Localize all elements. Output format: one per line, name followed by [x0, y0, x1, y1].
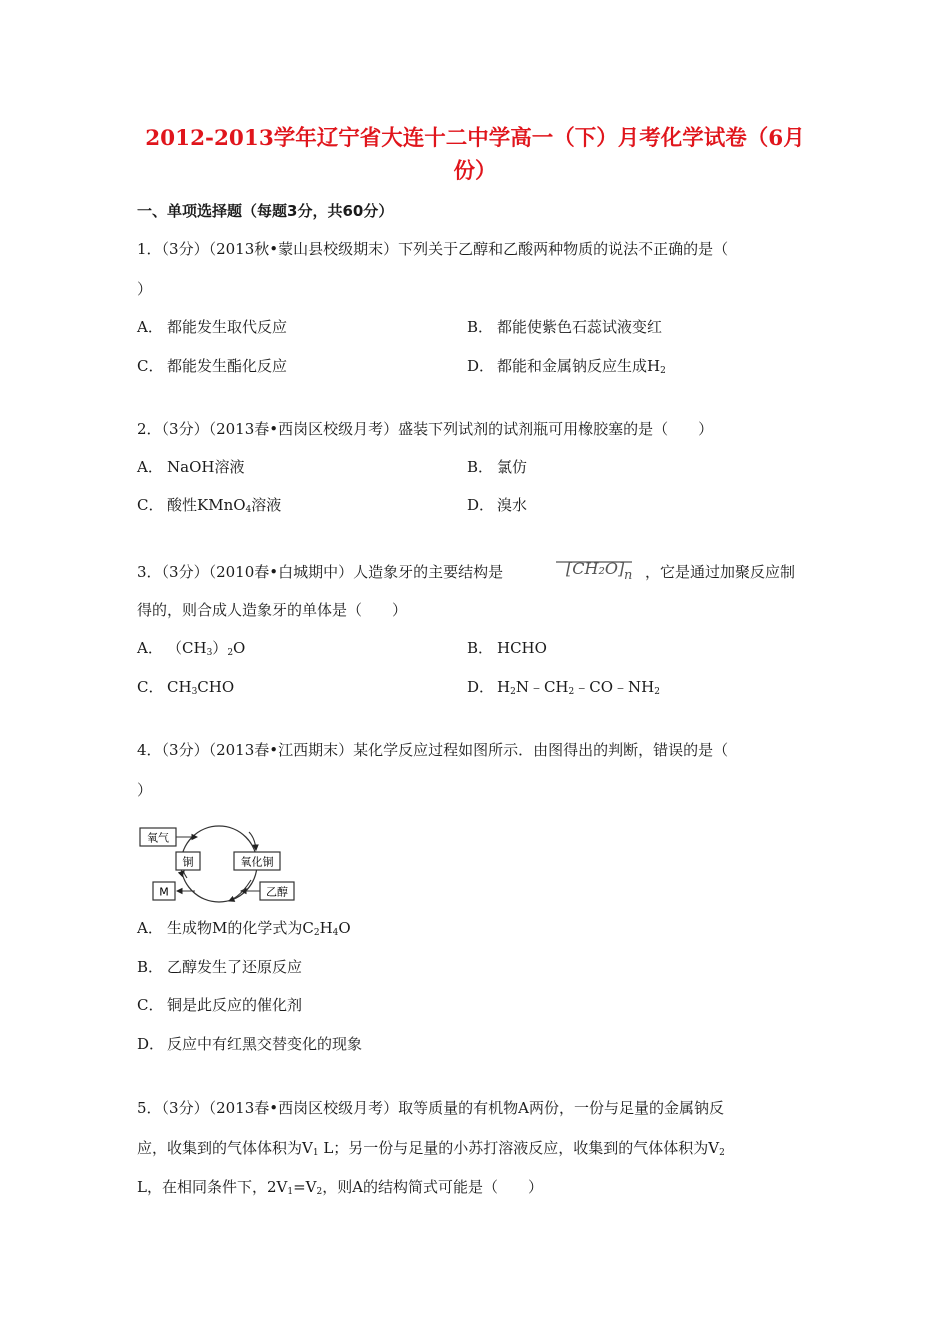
- diagram-copper-oxide-label: 氧化铜: [240, 855, 274, 869]
- q4-stem-line-1: 4．（3分）（2013春•江西期末）某化学反应过程如图所示．由图得出的判断，错误的是（: [137, 741, 729, 759]
- q2-option-d: D． 溴水: [467, 496, 528, 514]
- q1-stem-line-1: 1．（3分）（2013秋•蒙山县校级期末）下列关于乙醇和乙酸两种物质的说法不正确的是（: [137, 240, 729, 258]
- diagram-ethanol-label: 乙醇: [266, 885, 288, 899]
- q1-option-b: B． 都能使紫色石蕊试液变红: [467, 318, 663, 336]
- q3-stem-line-2: 得的，则合成人造象牙的单体是（ ）: [137, 601, 408, 619]
- diagram-m-label: M: [159, 885, 169, 899]
- svg-text:[CH₂O]: [CH₂O]: [566, 559, 625, 578]
- diagram-oxygen-label: 氧气: [147, 831, 169, 845]
- q4-option-c: C． 铜是此反应的催化剂: [137, 996, 303, 1014]
- title-line-2: 份）: [453, 159, 497, 184]
- q2-option-a: A． NaOH溶液: [137, 458, 245, 476]
- svg-text:n: n: [624, 568, 633, 583]
- exam-title: [120, 122, 830, 188]
- q2-option-b: B． 氯仿: [467, 458, 528, 476]
- q3-stem-line-1-post: ，它是通过加聚反应制: [645, 563, 796, 581]
- q5-stem-line-2: 应，收集到的气体体积为$V_1$ L；另一份与足量的小苏打溶液反应，收集到的气体体积为$V_2$: [137, 1139, 725, 1158]
- diagram-copper-label: 铜: [182, 855, 194, 869]
- q5-stem-line-1: 5．（3分）（2013春•西岗区校级月考）取等质量的有机物A两份，一份与足量的金属钠反: [137, 1099, 724, 1117]
- q2-stem: 2．（3分）（2013春•西岗区校级月考）盛装下列试剂的试剂瓶可用橡胶塞的是（ ）: [137, 420, 714, 438]
- q4-option-a: A． 生成物M的化学式为$C_2H_4O$: [137, 919, 351, 938]
- q3-option-a: A． $(CH_3)_2O$: [137, 639, 246, 658]
- q3-stem-line-1-pre: 3．（3分）（2010春•白城期中）人造象牙的主要结构是: [137, 563, 504, 581]
- q5-stem-line-3: L，在相同条件下，$2V_1=V_2$，则A的结构简式可能是（ ）: [137, 1178, 544, 1197]
- q1-stem-line-2: ）: [137, 280, 153, 298]
- q4-stem-line-2: ）: [137, 781, 153, 799]
- q1-option-d: D． 都能和金属钠反应生成$H_2$: [467, 357, 666, 376]
- q4-option-d: D． 反应中有红黑交替变化的现象: [137, 1035, 363, 1053]
- reaction-cycle-diagram: [137, 822, 297, 906]
- title-line-1: 2012-2013学年辽宁省大连十二中学高一（下）月考化学试卷（6月: [145, 126, 805, 151]
- q4-option-b: B． 乙醇发生了还原反应: [137, 958, 303, 976]
- q2-option-c: C． 酸性KMnO$_4$溶液: [137, 496, 282, 515]
- q3-option-d: D． $H_2N﹣CH_2﹣CO﹣NH_2$: [467, 678, 660, 697]
- section-heading: 一、单项选择题（每题3分，共60分）: [137, 202, 394, 220]
- q3-option-c: C． $CH_3CHO$: [137, 678, 235, 697]
- polymer-formula: [552, 554, 642, 584]
- q3-option-b: B． HCHO: [467, 639, 547, 657]
- q1-option-c: C． 都能发生酯化反应: [137, 357, 288, 375]
- q1-option-a: A． 都能发生取代反应: [137, 318, 288, 336]
